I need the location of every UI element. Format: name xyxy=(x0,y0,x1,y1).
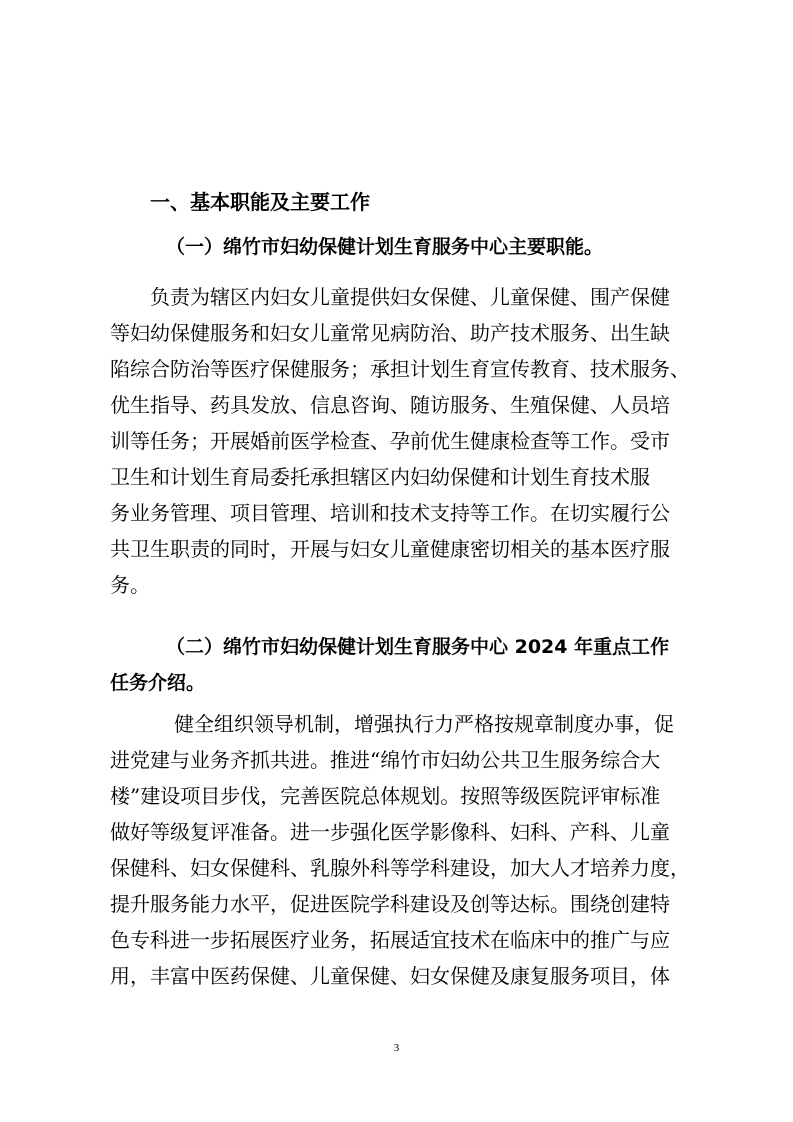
paragraph-line: 用，丰富中医药保健、儿童保健、妇女保健及康复服务项目，体 xyxy=(110,964,670,988)
paragraph-line: 训等任务；开展婚前医学检查、孕前优生健康检查等工作。受市 xyxy=(110,429,670,453)
paragraph-line: 卫生和计划生育局委托承担辖区内妇幼保健和计划生育技术服 xyxy=(110,465,650,489)
page-number: 3 xyxy=(393,1042,400,1054)
paragraph-line: 优生指导、药具发放、信息咨询、随访服务、生殖保健、人员培 xyxy=(110,393,670,417)
subsection-heading-1: （一）绵竹市妇幼保健计划生育服务中心主要职能。 xyxy=(166,236,604,258)
paragraph-line: 负责为辖区内妇女儿童提供妇女保健、儿童保健、围产保健 xyxy=(150,285,670,309)
paragraph-line: 共卫生职责的同时，开展与妇女儿童健康密切相关的基本医疗服 xyxy=(110,537,670,561)
paragraph-line: 务业务管理、项目管理、培训和技术支持等工作。在切实履行公 xyxy=(110,501,670,525)
paragraph-line: 健全组织领导机制，增强执行力严格按规章制度办事，促 xyxy=(174,712,674,736)
paragraph-line: 务。 xyxy=(110,573,150,597)
paragraph-line: 做好等级复评准备。进一步强化医学影像科、妇科、产科、儿童 xyxy=(110,820,670,844)
paragraph-line: 楼”建设项目步伐，完善医院总体规划。按照等级医院评审标准 xyxy=(110,784,661,808)
paragraph-line: 等妇幼保健服务和妇女儿童常见病防治、助产技术服务、出生缺 xyxy=(110,321,670,345)
paragraph-line: 提升服务能力水平，促进医院学科建设及创等达标。围绕创建特 xyxy=(110,892,670,916)
paragraph-line: 进党建与业务齐抓共进。推进“绵竹市妇幼公共卫生服务综合大 xyxy=(110,748,661,772)
subsection-heading-2: （二）绵竹市妇幼保健计划生育服务中心 2024 年重点工作 xyxy=(166,636,670,658)
paragraph-line: 色专科进一步拓展医疗业务，拓展适宜技术在临床中的推广与应 xyxy=(110,928,670,952)
paragraph-line: 保健科、妇女保健科、乳腺外科等学科建设，加大人才培养力度， xyxy=(110,856,690,880)
section-heading: 一、基本职能及主要工作 xyxy=(150,190,370,214)
subsection-heading-2-cont: 任务介绍。 xyxy=(110,672,206,694)
paragraph-line: 陷综合防治等医疗保健服务；承担计划生育宣传教育、技术服务、 xyxy=(110,357,690,381)
